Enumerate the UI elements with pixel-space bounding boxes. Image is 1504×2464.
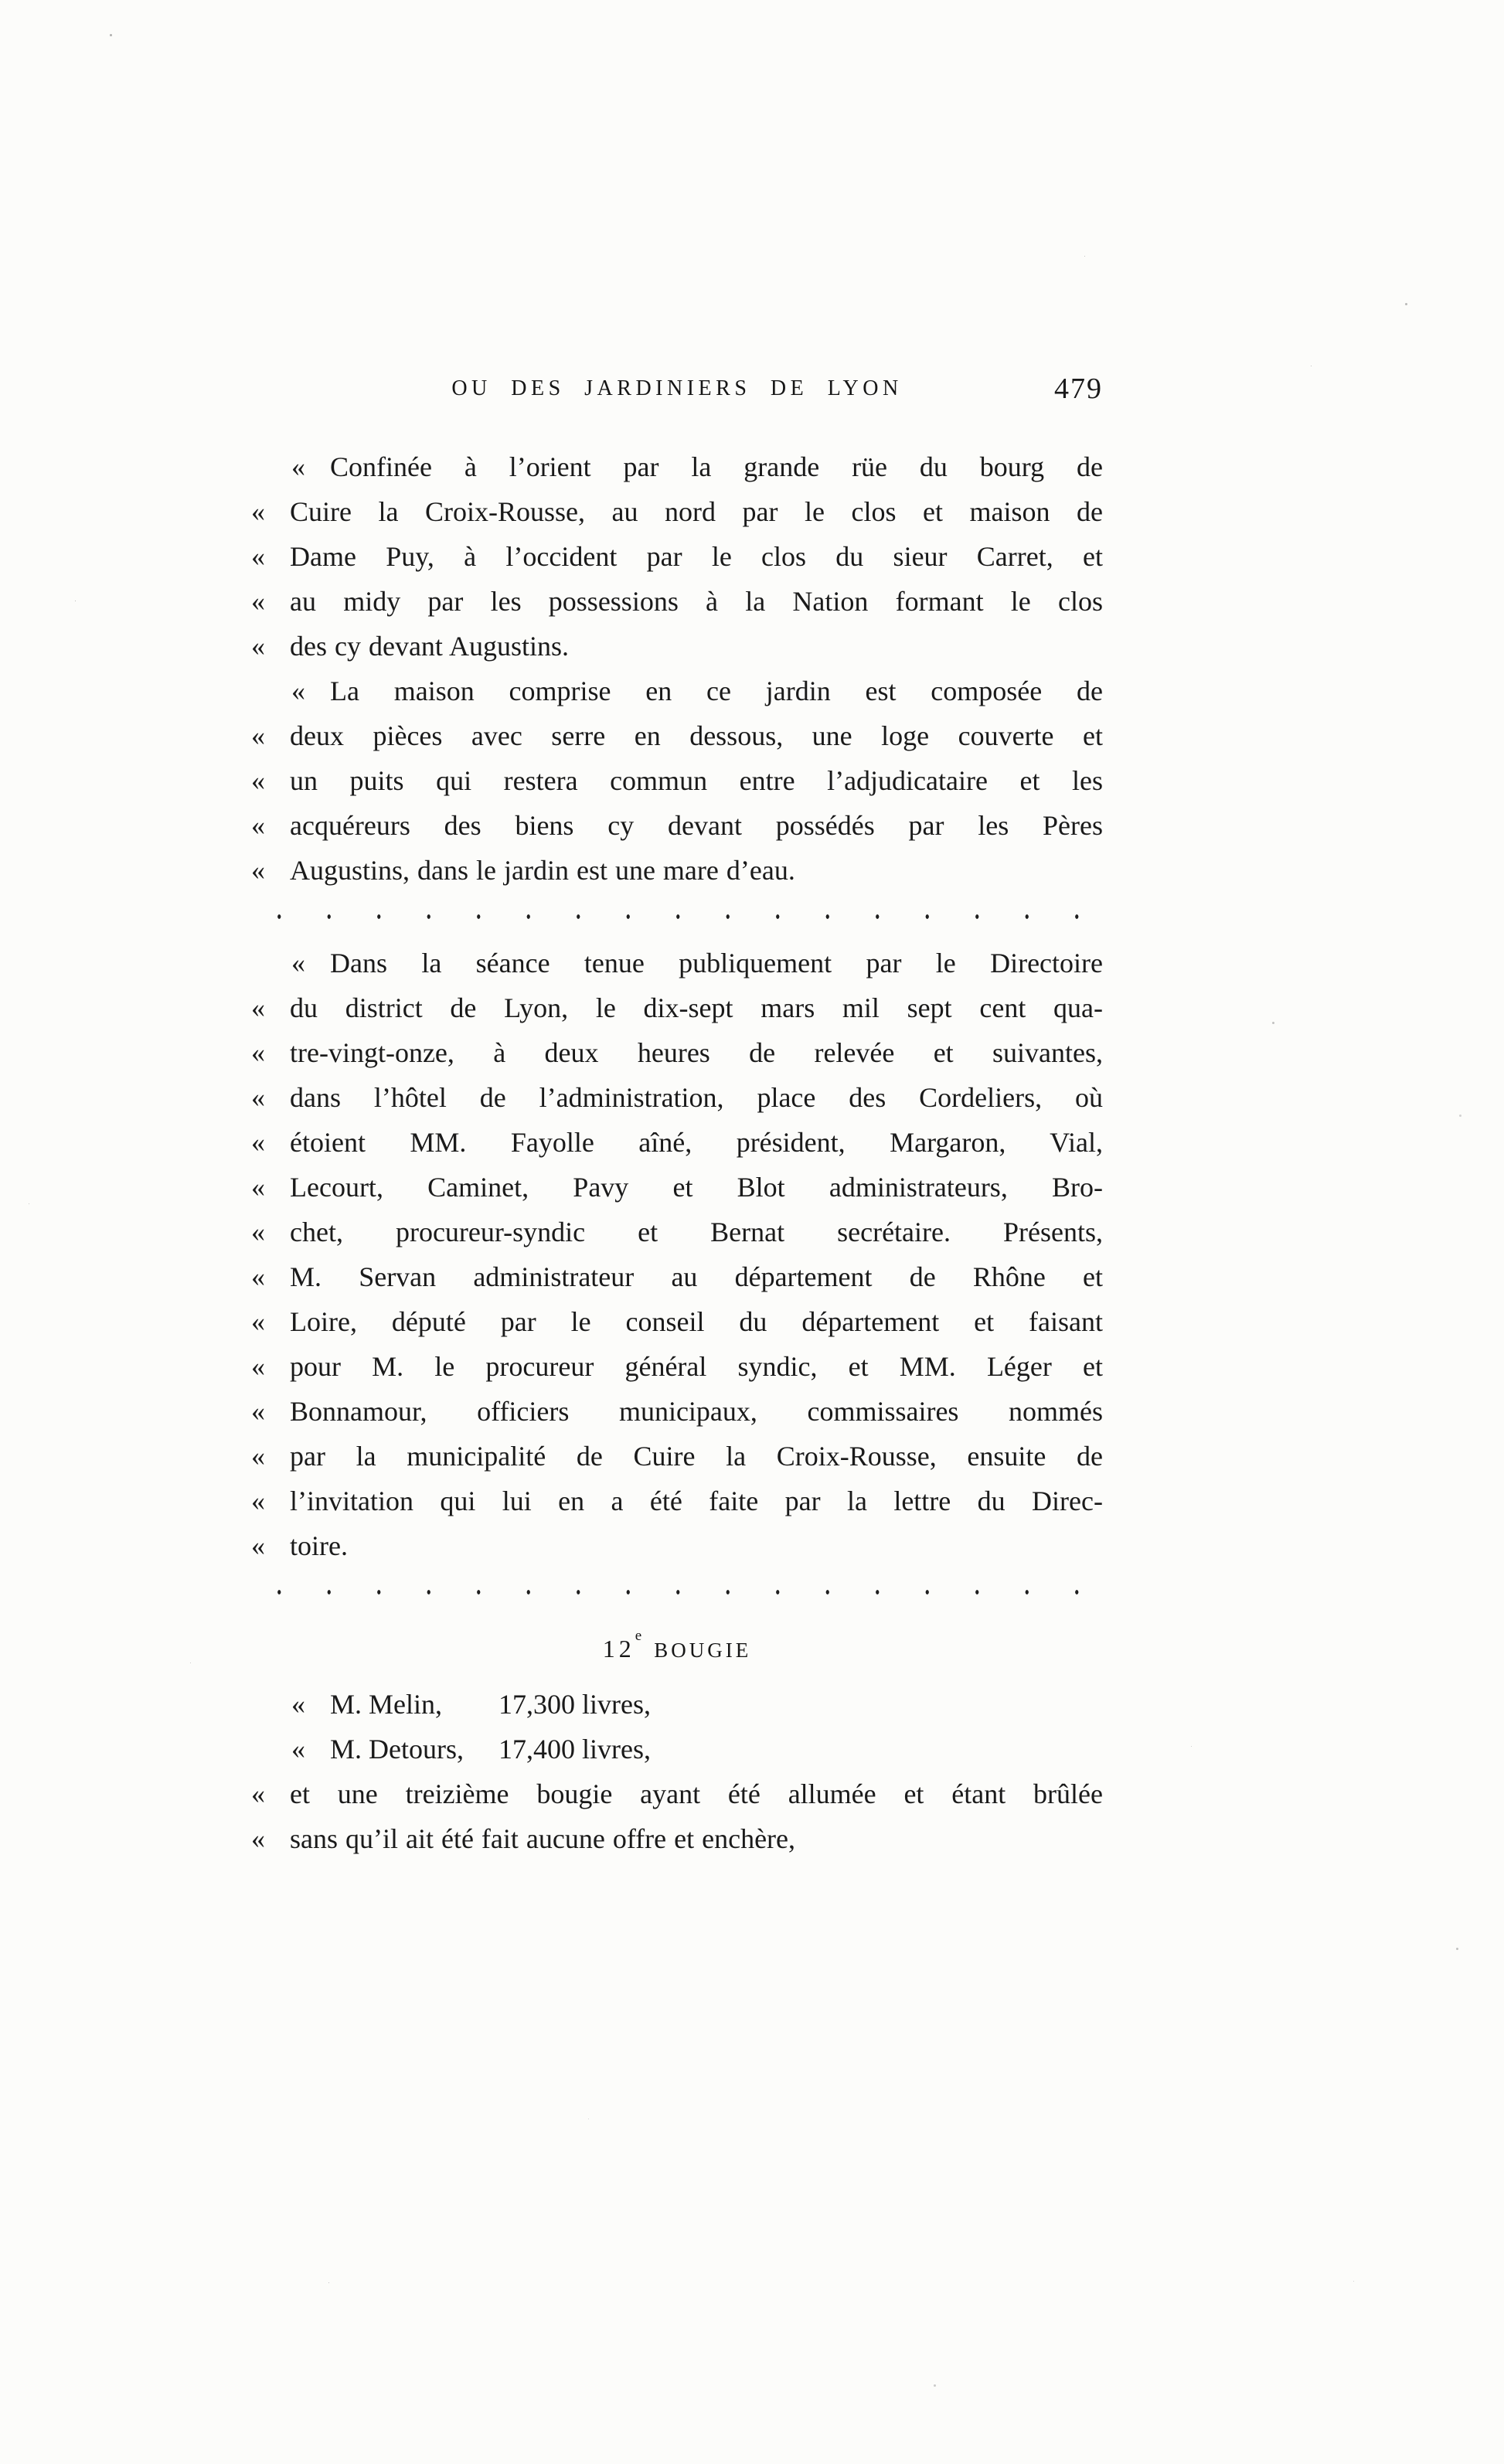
- text-line: [251, 803, 1103, 848]
- quote-mark: «: [251, 1351, 265, 1382]
- quote-mark: «: [251, 1261, 265, 1292]
- line-text: des cy devant Augustins.: [290, 631, 569, 662]
- line-text: toire.: [290, 1530, 348, 1561]
- text-line: [251, 1479, 1103, 1523]
- text-line: [251, 1165, 1103, 1210]
- quote-mark: «: [251, 1037, 265, 1068]
- heading-number: 12: [602, 1635, 635, 1663]
- heading-label: BOUGIE: [654, 1639, 752, 1662]
- heading-ordinal: e: [635, 1628, 642, 1644]
- line-text: M. Servan administrateur au département de Rhône et: [290, 1261, 1103, 1292]
- text-line: [251, 848, 1103, 893]
- quote-mark: «: [251, 541, 265, 572]
- scan-speckles: [0, 0, 2, 2]
- quote-mark: «: [251, 1082, 265, 1113]
- quote-mark: «: [251, 765, 265, 796]
- text-line: [251, 489, 1103, 534]
- quote-mark: «: [251, 1486, 265, 1516]
- quote-mark: «: [251, 810, 265, 841]
- text-line: [251, 985, 1103, 1030]
- text-line: [251, 1254, 1103, 1299]
- quote-mark: «: [251, 1823, 265, 1854]
- text-line: [251, 1389, 1103, 1434]
- text-line: [251, 1523, 1103, 1568]
- quote-mark: «: [291, 948, 305, 978]
- text-line: [251, 758, 1103, 803]
- line-text: l’invitation qui lui en a été faite par la lettre du Direc-: [290, 1486, 1103, 1516]
- paragraph-1: [251, 444, 1103, 669]
- bid-line: [251, 1682, 1103, 1727]
- text-line: [251, 1816, 1103, 1861]
- bidder-name: M. Melin,: [330, 1689, 443, 1720]
- paragraph-3: [251, 941, 1103, 1568]
- page-header: [251, 373, 1103, 409]
- bid-amount: 17,400 livres,: [498, 1734, 651, 1765]
- line-text: Augustins, dans le jardin est une mare d’eau.: [290, 855, 795, 886]
- line-text: sans qu’il ait été fait aucune offre et enchère,: [290, 1823, 796, 1854]
- line-text: deux pièces avec serre en dessous, une loge couverte et: [290, 720, 1103, 751]
- quote-mark: «: [251, 586, 265, 617]
- quote-mark: «: [251, 720, 265, 751]
- section-heading: [251, 1628, 1103, 1663]
- line-text: tre-vingt-onze, à deux heures de relevée et suivantes,: [290, 1037, 1103, 1068]
- text-line: [251, 1299, 1103, 1344]
- running-title: OU DES JARDINIERS DE LYON: [451, 376, 903, 400]
- line-text: acquéreurs des biens cy devant possédés par les Pères: [290, 810, 1103, 841]
- bougie-section: [251, 1628, 1103, 1861]
- page-number: 479: [1054, 373, 1103, 405]
- line-text: étoient MM. Fayolle aîné, président, Margaron, Vial,: [290, 1127, 1103, 1158]
- quote-mark: «: [251, 1172, 265, 1203]
- line-text: du district de Lyon, le dix-sept mars mil sept cent qua-: [290, 992, 1103, 1023]
- line-text: pour M. le procureur général syndic, et MM. Léger et: [290, 1351, 1103, 1382]
- text-line: [251, 1344, 1103, 1389]
- line-text: Loire, député par le conseil du département et faisant: [290, 1306, 1103, 1337]
- quote-mark: «: [251, 992, 265, 1023]
- quote-mark: «: [251, 1127, 265, 1158]
- line-text: Dans la séance tenue publiquement par le Directoire: [330, 948, 1103, 978]
- text-line: [251, 1434, 1103, 1479]
- bidder-name: M. Detours,: [330, 1734, 464, 1765]
- text-line: [251, 1210, 1103, 1254]
- text-line: [251, 579, 1103, 624]
- line-text: dans l’hôtel de l’administration, place des Cordeliers, où: [290, 1082, 1103, 1113]
- quote-mark: «: [291, 451, 305, 482]
- page-content: [251, 373, 1103, 1861]
- text-line: [251, 669, 1103, 713]
- text-line: [251, 624, 1103, 669]
- dotted-separator: [251, 1570, 1103, 1615]
- line-text: au midy par les possessions à la Nation formant le clos: [290, 586, 1103, 617]
- line-text: Cuire la Croix-Rousse, au nord par le clos et maison de: [290, 496, 1103, 527]
- text-line: [251, 1075, 1103, 1120]
- line-text: Lecourt, Caminet, Pavy et Blot administrateurs, Bro-: [290, 1172, 1103, 1203]
- text-line: [251, 1771, 1103, 1816]
- line-text: La maison comprise en ce jardin est composée de: [330, 676, 1103, 706]
- line-text: un puits qui restera commun entre l’adjudicataire et les: [290, 765, 1103, 796]
- quote-mark: «: [251, 1778, 265, 1809]
- bid-line: [251, 1727, 1103, 1771]
- quote-mark: «: [251, 631, 265, 662]
- quote-mark: «: [251, 1217, 265, 1247]
- line-text: Bonnamour, officiers municipaux, commissaires nommés: [290, 1396, 1103, 1427]
- text-line: [251, 941, 1103, 985]
- text-line: [251, 713, 1103, 758]
- quote-mark: «: [251, 1530, 265, 1561]
- text-line: [251, 444, 1103, 489]
- paragraph-2: [251, 669, 1103, 893]
- quote-mark: «: [251, 1306, 265, 1337]
- text-line: [251, 1030, 1103, 1075]
- text-line: [251, 1120, 1103, 1165]
- quote-mark: «: [291, 676, 305, 706]
- quote-mark: «: [291, 1734, 305, 1765]
- line-text: chet, procureur-syndic et Bernat secrétaire. Présents,: [290, 1217, 1103, 1247]
- quote-mark: «: [251, 855, 265, 886]
- line-text: par la municipalité de Cuire la Croix-Rousse, ensuite de: [290, 1441, 1103, 1472]
- quote-mark: «: [251, 1441, 265, 1472]
- text-line: [251, 534, 1103, 579]
- body-text: [251, 444, 1103, 1861]
- quote-mark: «: [251, 1396, 265, 1427]
- line-text: Confinée à l’orient par la grande rüe du bourg de: [330, 451, 1103, 482]
- dotted-separator: [251, 894, 1103, 939]
- bid-amount: 17,300 livres,: [498, 1689, 651, 1720]
- line-text: Dame Puy, à l’occident par le clos du sieur Carret, et: [290, 541, 1103, 572]
- line-text: et une treizième bougie ayant été allumée et étant brûlée: [290, 1778, 1103, 1809]
- quote-mark: «: [291, 1689, 305, 1720]
- quote-mark: «: [251, 496, 265, 527]
